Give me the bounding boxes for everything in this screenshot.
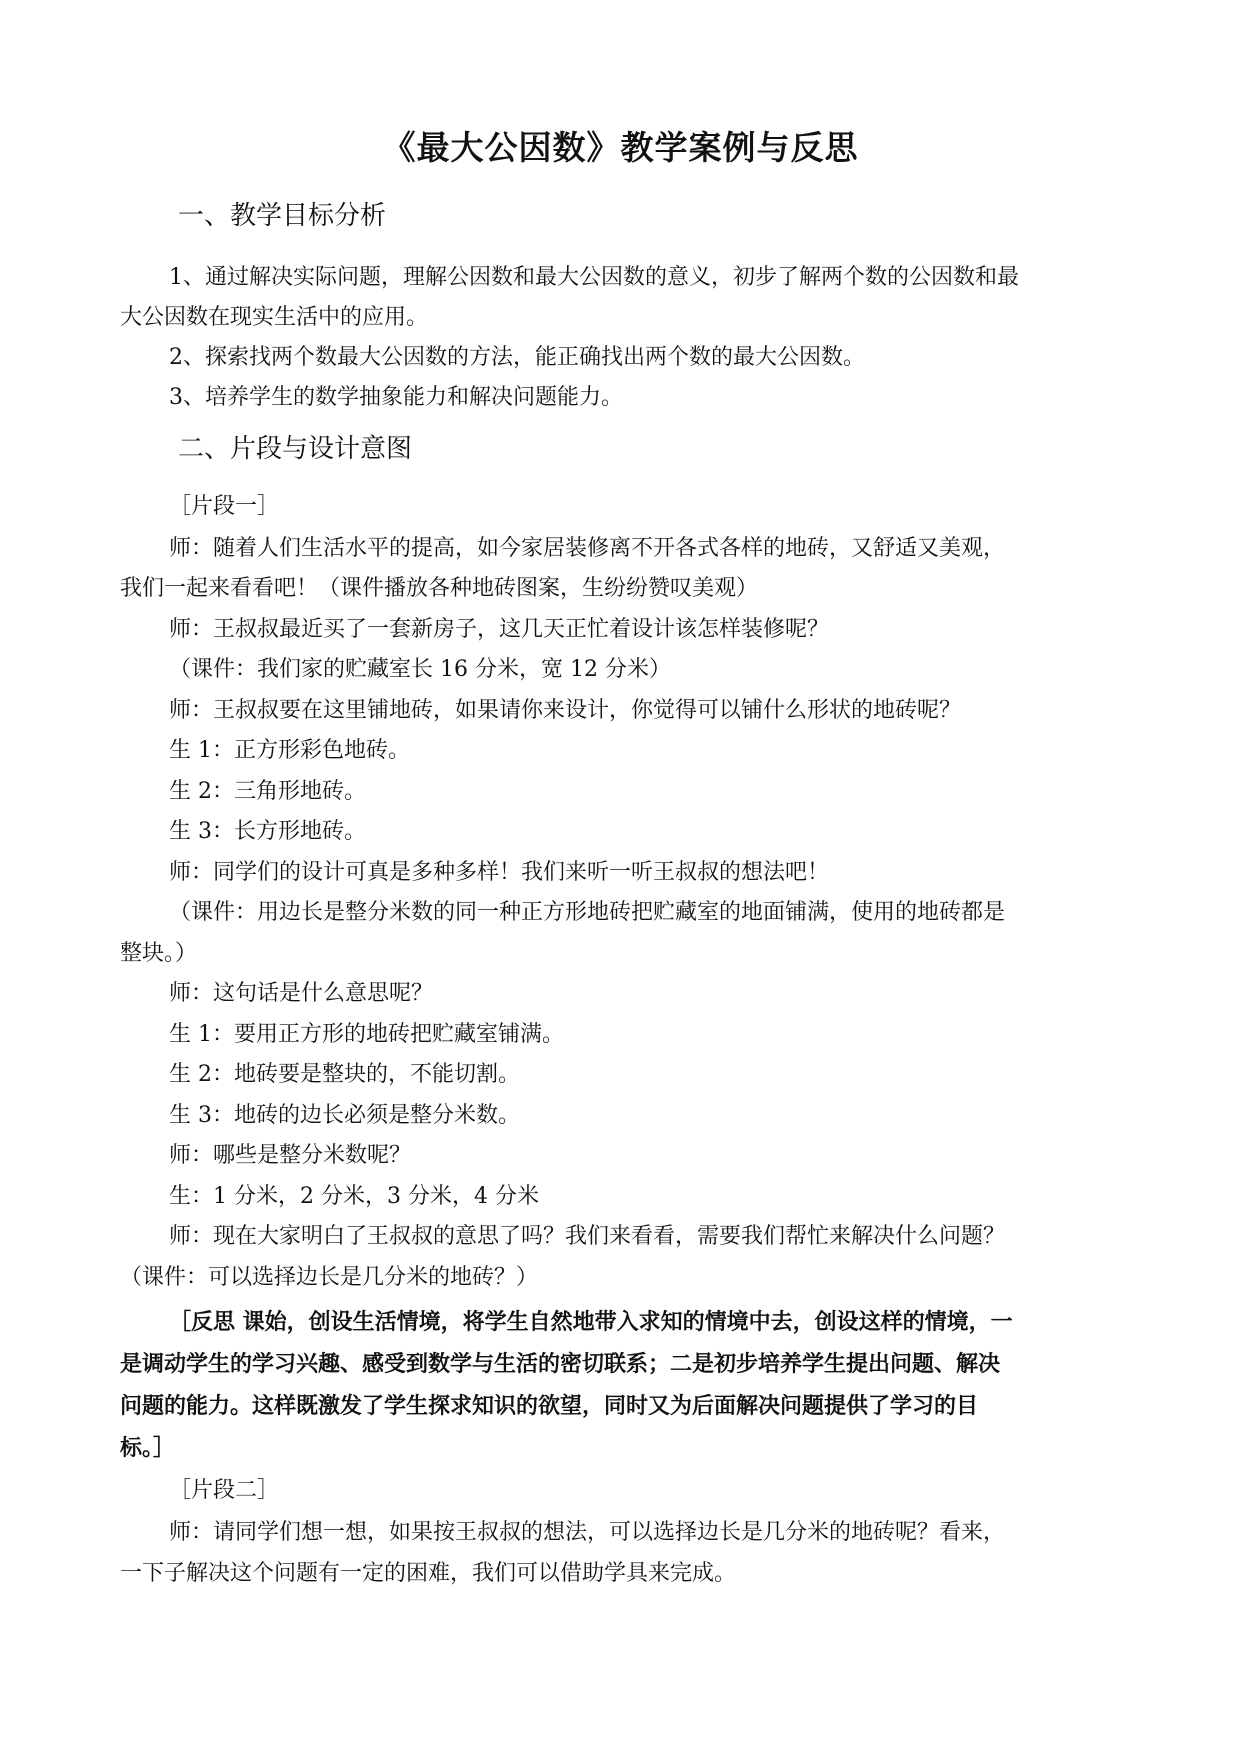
document-title: 《最大公因数》教学案例与反思 [382, 128, 859, 167]
paragraph-16-line-2: （课件：可以选择边长是几分米的地砖？） [120, 1265, 539, 1290]
reflection-line-1: ［反思 课始，创设生活情境，将学生自然地带入求知的情境中去，创设这样的情境，一 [169, 1310, 1013, 1335]
reflection-line-3: 问题的能力。这样既激发了学生探求知识的欲望，同时又为后面解决问题提供了学习的目 [120, 1394, 979, 1419]
goal-1-line-2: 大公因数在现实生活中的应用。 [120, 305, 429, 330]
reflection-line-2: 是调动学生的学习兴趣、感受到数学与生活的密切联系；二是初步培养学生提出问题、解决 [120, 1352, 1001, 1377]
section-heading-goals: 一、教学目标分析 [178, 201, 387, 231]
paragraph-14: 师：哪些是整分米数呢？ [169, 1143, 412, 1168]
paragraph-5: 生 1：正方形彩色地砖。 [169, 738, 410, 763]
goal-2: 2、探索找两个数最大公因数的方法，能正确找出两个数的最大公因数。 [169, 345, 865, 370]
paragraph-17-line-2: 一下子解决这个问题有一定的困难，我们可以借助学具来完成。 [120, 1561, 737, 1586]
paragraph-13: 生 3：地砖的边长必须是整分米数。 [169, 1103, 520, 1128]
reflection-line-4: 标。］ [120, 1436, 176, 1461]
goal-1-line-1: 1、通过解决实际问题，理解公因数和最大公因数的意义，初步了解两个数的公因数和最 [169, 265, 1019, 290]
paragraph-7: 生 3：长方形地砖。 [169, 819, 366, 844]
paragraph-10: 师：这句话是什么意思呢？ [169, 981, 434, 1006]
paragraph-1-line-2: 我们一起来看看吧！（课件播放各种地砖图案，生纷纷赞叹美观） [120, 576, 759, 601]
paragraph-4: 师：王叔叔要在这里铺地砖，如果请你来设计，你觉得可以铺什么形状的地砖呢？ [169, 698, 962, 723]
paragraph-9-line-2: 整块。） [120, 941, 198, 966]
paragraph-9-line-1: （课件：用边长是整分米数的同一种正方形地砖把贮藏室的地面铺满，使用的地砖都是 [169, 900, 1006, 925]
paragraph-12: 生 2：地砖要是整块的，不能切割。 [169, 1062, 520, 1087]
paragraph-2: 师：王叔叔最近买了一套新房子，这几天正忙着设计该怎样装修呢？ [169, 617, 830, 642]
paragraph-1-line-1: 师：随着人们生活水平的提高，如今家居装修离不开各式各样的地砖，又舒适又美观， [169, 536, 1006, 561]
section-heading-fragments: 二、片段与设计意图 [178, 434, 413, 464]
paragraph-8: 师：同学们的设计可真是多种多样！我们来听一听王叔叔的想法吧！ [169, 860, 830, 885]
paragraph-15: 生：1 分米，2 分米，3 分米，4 分米 [169, 1184, 539, 1209]
fragment-1-label: ［片段一］ [169, 494, 280, 519]
paragraph-6: 生 2：三角形地砖。 [169, 779, 366, 804]
paragraph-17-line-1: 师：请同学们想一想，如果按王叔叔的想法，可以选择边长是几分米的地砖呢？看来， [169, 1520, 1006, 1545]
paragraph-16-line-1: 师：现在大家明白了王叔叔的意思了吗？我们来看看，需要我们帮忙来解决什么问题？ [169, 1224, 1006, 1249]
paragraph-3: （课件：我们家的贮藏室长 16 分米，宽 12 分米） [169, 657, 671, 682]
goal-3: 3、培养学生的数学抽象能力和解决问题能力。 [169, 385, 623, 410]
paragraph-11: 生 1：要用正方形的地砖把贮藏室铺满。 [169, 1022, 564, 1047]
fragment-2-label: ［片段二］ [169, 1478, 280, 1503]
